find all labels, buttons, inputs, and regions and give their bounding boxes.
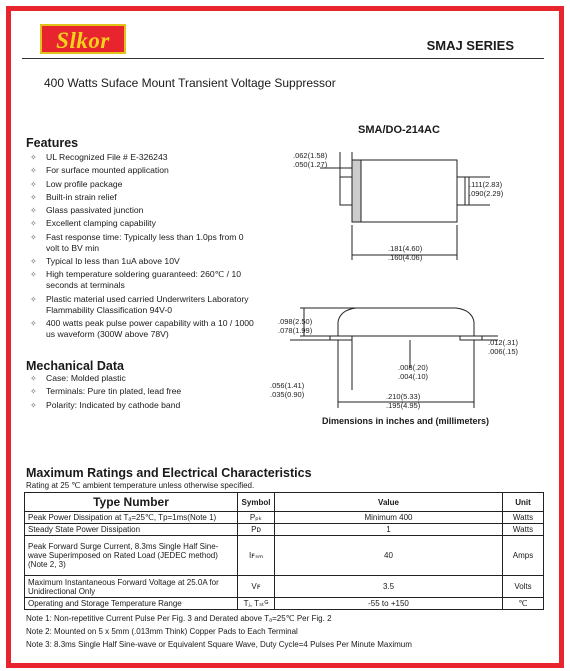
dim-overall-length-1: .210(5.33) [386, 392, 421, 401]
dim-lead-thickness-2: .006(.15) [488, 347, 519, 356]
dim-right-height-1: .111(2.83) [469, 180, 503, 189]
cell-symbol: Tⱼ, Tₛₜᴳ [238, 598, 275, 610]
list-item [26, 400, 256, 411]
cell-param: Steady State Power Dissipation [25, 524, 238, 536]
list-item-text: Terminals: Pure tin plated, lead free [46, 386, 182, 397]
cell-value: -55 to +150 [275, 598, 503, 610]
list-item [26, 218, 256, 229]
table-row [25, 536, 544, 576]
dimensions-caption: Dimensions in inches and (millimeters) [322, 416, 490, 426]
bullet-icon: ✧ [30, 219, 37, 229]
cell-param: Operating and Storage Temperature Range [25, 598, 238, 610]
cell-value: 40 [275, 536, 503, 576]
mechanical-heading: Mechanical Data [26, 359, 124, 373]
bullet-icon: ✧ [30, 270, 37, 280]
logo-text: Slkor [56, 28, 110, 53]
dim-overall-length-2: .195(4.95) [386, 401, 421, 410]
features-list [26, 152, 256, 342]
cell-param: Maximum Instantaneous Forward Voltage at 25.0A for Unidirectional Only [25, 576, 238, 598]
cell-unit: Amps [503, 536, 544, 576]
bullet-icon: ✧ [30, 257, 37, 267]
left-lead [340, 177, 352, 205]
list-item [26, 179, 256, 190]
list-item-text: Case: Molded plastic [46, 373, 126, 383]
list-item [26, 269, 256, 291]
list-item [26, 294, 256, 316]
dim-body-length-1: .181(4.60) [388, 244, 423, 253]
dim-top-width-2: .050(1.27) [293, 160, 328, 169]
list-item [26, 152, 256, 163]
list-item [26, 386, 256, 397]
bullet-icon: ✧ [30, 192, 37, 202]
list-item [26, 192, 256, 203]
bullet-icon: ✧ [30, 387, 37, 397]
bullet-icon: ✧ [30, 374, 37, 383]
bullet-icon: ✧ [30, 400, 37, 410]
bullet-icon: ✧ [30, 318, 37, 328]
dim-right-height-2: .090(2.29) [469, 189, 504, 198]
cell-value: 1 [275, 524, 503, 536]
list-item-text: 400 watts peak pulse power capability with a 10 / 1000 us waveform (300W above 78V) [46, 317, 254, 339]
dim-side-height-2: .078(1.99) [278, 326, 313, 335]
top-view-body [352, 160, 457, 222]
ratings-table [24, 492, 544, 610]
note-2: Note 2: Mounted on 5 x 5mm (.013mm Think) Copper Pads to Each Terminal [26, 627, 298, 636]
col-symbol: Symbol [238, 493, 275, 512]
cell-unit: ℃ [503, 598, 544, 610]
cell-value: Minimum 400 [275, 512, 503, 524]
list-item-text: Excellent clamping capability [46, 218, 156, 229]
bullet-icon: ✧ [30, 179, 37, 189]
list-item [26, 205, 256, 216]
dim-lead-length-1: .056(1.41) [270, 381, 305, 390]
table-row [25, 524, 544, 536]
col-value: Value [275, 493, 503, 512]
brand-logo [40, 24, 126, 54]
package-drawing [260, 140, 540, 415]
list-item-text: Fast response time: Typically less than 1.0ps from 0 volt to BV min [46, 231, 244, 253]
package-title: SMA/DO-214AC [358, 124, 440, 136]
cell-unit: Watts [503, 524, 544, 536]
cell-symbol: Pₚₖ [238, 512, 275, 524]
col-unit: Unit [503, 493, 544, 512]
cathode-band [352, 160, 361, 222]
series-title: SMAJ SERIES [426, 38, 514, 53]
dim-lead-length-2: .035(0.90) [270, 390, 305, 399]
mechanical-list [26, 373, 256, 413]
bullet-icon: ✧ [30, 206, 37, 216]
cell-symbol: Pᴅ [238, 524, 275, 536]
dim-side-height-1: .098(2.50) [278, 317, 313, 326]
note-1: Note 1: Non-repetitive Current Pulse Per Fig. 3 and Derated above Tₐ=25℃ Per Fig. 2 [26, 614, 332, 623]
dim-body-length-2: .160(4.06) [388, 253, 423, 262]
list-item-text: High temperature soldering guaranteed: 260℃ / 10 seconds at terminals [46, 269, 242, 291]
ratings-note: Rating at 25 ℃ ambient temperature unless otherwise specified. [26, 481, 255, 490]
bullet-icon: ✧ [30, 294, 37, 304]
cell-symbol: Vꜰ [238, 576, 275, 598]
list-item-text: UL Recognized File # E-326243 [46, 152, 168, 162]
side-view-body [338, 308, 474, 336]
cell-value: 3.5 [275, 576, 503, 598]
cell-unit: Watts [503, 512, 544, 524]
list-item [26, 318, 256, 340]
cell-param: Peak Power Dissipation at Tₐ=25℃, Tp=1ms(Note 1) [25, 512, 238, 524]
list-item [26, 373, 256, 384]
dim-lead-thickness-1: .012(.31) [488, 338, 519, 347]
list-item-text: Plastic material used carried Underwriters Laboratory Flammability Classification 94V-0 [46, 293, 249, 315]
list-item-text: Typical Iᴅ less than 1uA above 10V [46, 256, 180, 267]
list-item [26, 232, 256, 254]
features-heading: Features [26, 136, 79, 150]
cell-symbol: Iꜰₛₘ [238, 536, 275, 576]
list-item-text: Low profile package [46, 178, 123, 189]
cell-unit: Volts [503, 576, 544, 598]
list-item-text: For surface mounted application [46, 165, 169, 176]
list-item-text: Polarity: Indicated by cathode band [46, 399, 181, 410]
right-lead [457, 177, 469, 205]
dim-top-width-1: .062(1.58) [293, 151, 328, 160]
table-header-row [25, 493, 544, 512]
bullet-icon: ✧ [30, 153, 37, 162]
list-item [26, 256, 256, 267]
note-3: Note 3: 8.3ms Single Half Sine-wave or Equivalent Square Wave, Duty Cycle=4 Pulses Per Minute Maximum [26, 640, 412, 649]
table-row [25, 598, 544, 610]
table-row [25, 512, 544, 524]
list-item-text: Built-in strain relief [46, 191, 117, 202]
cell-param: Peak Forward Surge Current, 8.3ms Single Half Sine-wave Superimposed on Rated Load (JEDEC method) (Note 2, 3) [25, 536, 238, 576]
bullet-icon: ✧ [30, 232, 37, 242]
col-type-number: Type Number [25, 493, 238, 512]
dim-standoff-2: .004(.10) [398, 372, 429, 381]
table-row [25, 576, 544, 598]
header-divider [22, 58, 544, 59]
ratings-heading: Maximum Ratings and Electrical Characteristics [26, 466, 312, 480]
bullet-icon: ✧ [30, 166, 37, 176]
list-item [26, 165, 256, 176]
dim-standoff-1: .008(.20) [398, 363, 429, 372]
product-subtitle: 400 Watts Suface Mount Transient Voltage Suppressor [44, 76, 336, 90]
list-item-text: Glass passivated junction [46, 205, 144, 216]
